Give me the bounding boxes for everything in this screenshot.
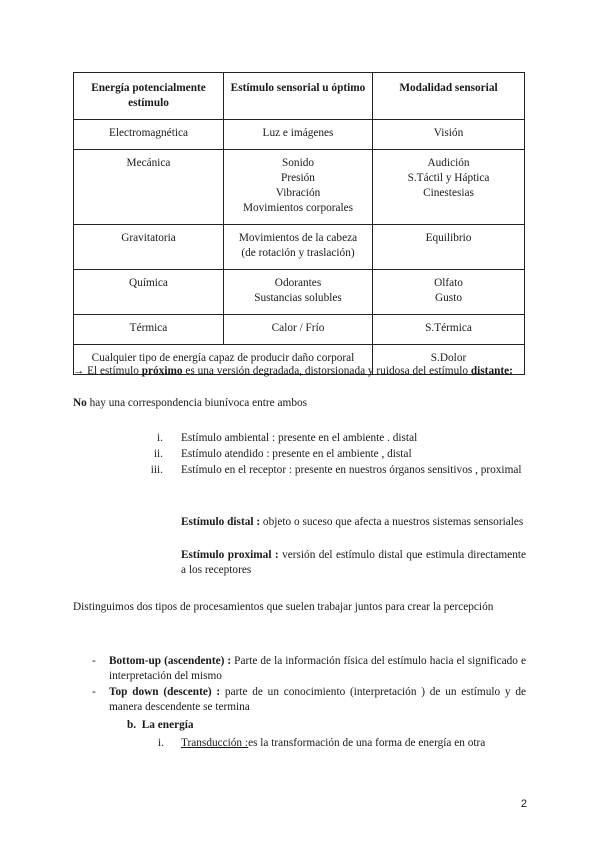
bullet-dash: - <box>92 655 96 667</box>
cell-line: Visión <box>433 127 464 139</box>
arrow-icon: → <box>73 365 85 377</box>
header-modality: Modalidad sensorial <box>373 73 525 120</box>
cell-line: Movimientos corporales <box>242 202 354 214</box>
cell-line: Olfato <box>434 277 463 289</box>
cell-line: Luz e imágenes <box>262 127 334 139</box>
bullet-dash: - <box>92 686 96 698</box>
table-header-row <box>74 73 525 120</box>
sensory-energy-table <box>73 72 525 375</box>
cell-line: Equilibrio <box>425 232 472 244</box>
transduccion-item <box>181 736 526 751</box>
list-number: i. <box>157 432 163 444</box>
cell-line: Cinestesias <box>423 187 474 199</box>
term-proximal: Estímulo proximal : <box>181 549 279 561</box>
cell-line: Movimientos de la cabeza <box>238 232 358 244</box>
cell-energy: Química <box>74 270 224 315</box>
cell-line: Audición <box>427 157 470 169</box>
term-proximo: próximo <box>141 365 183 377</box>
list-number: ii. <box>153 448 163 460</box>
page-number: 2 <box>520 798 527 810</box>
section-title: La energía <box>141 719 194 731</box>
cell-line: (de rotación y traslación) <box>241 247 355 259</box>
cell-line: Sonido <box>281 157 314 169</box>
term-transduccion: Transducción : <box>181 737 249 749</box>
proximal-text: versión del estímulo distal que estimula directamente a los receptores <box>181 549 526 576</box>
cell-energy: Mecánica <box>74 150 224 225</box>
bullet-top-down <box>109 685 526 715</box>
cell-energy: Térmica <box>74 315 224 345</box>
table-row <box>74 120 525 150</box>
cell-modality: S.Dolor <box>373 345 525 375</box>
section-letter: b. <box>127 719 137 731</box>
cell-modality <box>373 225 525 270</box>
cell-merged-energy: Cualquier tipo de energía capaz de producir daño corporal <box>74 345 373 375</box>
cell-line: Vibración <box>275 187 321 199</box>
cell-stimulus <box>224 315 373 345</box>
table-row <box>74 270 525 315</box>
term-distal: Estímulo distal : <box>181 516 261 528</box>
cell-stimulus <box>224 270 373 315</box>
cell-line: Gusto <box>435 292 462 304</box>
cell-line: Odorantes <box>274 277 322 289</box>
paragraph-proximo <box>73 364 524 379</box>
distal-text: objeto o suceso que afecta a nuestros sistemas sensoriales <box>260 516 524 528</box>
term-no: No <box>73 397 87 409</box>
transduccion-text: es la transformación de una forma de energía en otra <box>248 737 486 749</box>
term-bottom-up: Bottom-up (ascendente) : <box>109 655 232 667</box>
section-b-heading <box>127 718 194 733</box>
bottom-up-text: Parte de la información física del estímulo hacia el significado e interpretación del mismo <box>109 655 526 682</box>
list-item: Estímulo ambiental : presente en el ambiente . distal <box>181 432 418 444</box>
bullet-bottom-up <box>109 654 526 684</box>
paragraph-processing: Distinguimos dos tipos de procesamientos que suelen trabajar juntos para crear la percepción <box>73 601 494 613</box>
para1-text1: El estímulo <box>84 365 142 377</box>
cell-line: S.Táctil y Háptica <box>407 172 490 184</box>
cell-stimulus <box>224 225 373 270</box>
definition-distal <box>181 515 526 530</box>
cell-modality <box>373 315 525 345</box>
para2-text: hay una correspondencia biunívoca entre ambos <box>86 397 308 409</box>
top-down-text: parte de un conocimiento (interpretación ) de un estímulo y de manera descendente se termina <box>109 686 526 713</box>
header-stimulus: Estímulo sensorial u óptimo <box>224 73 373 120</box>
cell-stimulus <box>224 120 373 150</box>
list-number: i. <box>158 737 164 749</box>
cell-line: S.Térmica <box>425 322 472 334</box>
header-energy: Energía potencialmente estímulo <box>74 73 224 120</box>
term-top-down: Top down (descente) : <box>109 686 221 698</box>
cell-energy: Electromagnética <box>74 120 224 150</box>
cell-line: Presión <box>281 172 315 184</box>
table-row <box>74 150 525 225</box>
cell-modality <box>373 120 525 150</box>
cell-line: Sustancias solubles <box>254 292 342 304</box>
table-row <box>74 225 525 270</box>
cell-modality <box>373 150 525 225</box>
cell-stimulus <box>224 150 373 225</box>
cell-line: Calor / Frío <box>271 322 325 334</box>
cell-modality <box>373 270 525 315</box>
definition-proximal <box>181 548 526 578</box>
cell-energy: Gravitatoria <box>74 225 224 270</box>
list-number: iii. <box>150 464 163 476</box>
list-item: Estímulo atendido : presente en el ambiente , distal <box>181 448 412 460</box>
term-distante: distante: <box>470 365 513 377</box>
table-row <box>74 315 525 345</box>
paragraph-correspondence <box>73 396 524 411</box>
para1-text2: es una versión degradada, distorsionada y ruidosa del estímulo <box>182 365 471 377</box>
list-item: Estímulo en el receptor : presente en nuestros órganos sensitivos , proximal <box>181 464 522 476</box>
